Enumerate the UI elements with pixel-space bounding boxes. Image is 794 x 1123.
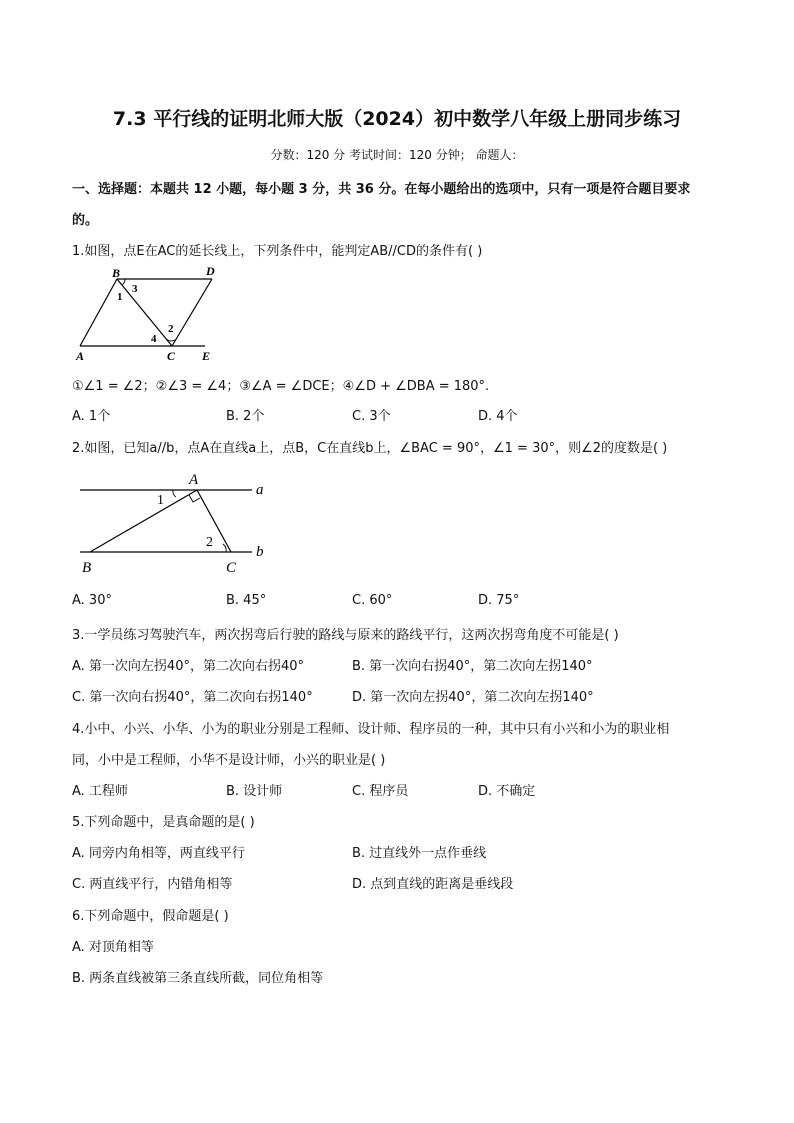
q4-option-c: C. 程序员 [352,784,409,799]
q3-stem: 3.一学员练习驾驶汽车，两次拐弯后行驶的路线与原来的路线平行，这两次拐弯角度不可能是( ) [72,628,619,643]
q1-label-D: D [206,264,215,278]
q6-option-a: A. 对顶角相等 [72,940,154,955]
q4-stem-line2: 同，小中是工程师，小华不是设计师，小兴的职业是( ) [72,753,386,768]
q5-stem: 5.下列命题中，是真命题的是( ) [72,815,255,830]
q2-label-a: a [256,482,264,498]
q4-option-a: A. 工程师 [72,784,128,799]
q1-angle-3: 3 [132,283,138,295]
q2-option-a: A. 30° [72,593,112,608]
q1-angle-1: 1 [117,291,123,303]
q2-option-b: B. 45° [226,593,267,608]
section-heading-line1: 一、选择题：本题共 12 小题，每小题 3 分，共 36 分。在每小题给出的选项中，只有一项是符合题目要求 [72,182,691,197]
q2-label-b: b [256,544,264,560]
q1-option-d: D. 4个 [478,409,518,424]
q2-stem: 2.如图，已知a//b，点A在直线a上，点B，C在直线b上，∠BAC = 90°，∠1 = 30°，则∠2的度数是( ) [72,441,668,456]
q4-option-b: B. 设计师 [226,784,283,799]
q3-option-b: B. 第一次向右拐40°，第二次向左拐140° [352,659,593,674]
q1-option-b: B. 2个 [226,409,265,424]
q1-label-A: A [76,349,85,363]
q1-label-E: E [202,349,211,363]
q1-stem: 1.如图，点E在AC的延长线上，下列条件中，能判定AB//CD的条件有( ) [72,244,483,259]
q6-stem: 6.下列命题中，假命题是( ) [72,909,229,924]
q1-angle-2: 2 [168,323,174,335]
q2-angle-2: 2 [206,535,213,550]
page-title: 7.3 平行线的证明北师大版（2024）初中数学八年级上册同步练习 [112,108,682,130]
section-heading-line2: 的。 [72,213,99,228]
exam-info: 分数：120 分 考试时间：120 分钟； 命题人： [270,148,524,162]
q3-option-a: A. 第一次向左拐40°，第二次向右拐40° [72,659,305,674]
q4-stem-line1: 4.小中、小兴、小华、小为的职业分别是工程师、设计师、程序员的一种，其中只有小兴和小为的职业相 [72,722,670,737]
q2-figure [72,466,282,578]
q1-option-c: C. 3个 [352,409,391,424]
q1-label-B: B [112,266,121,280]
q4-option-d: D. 不确定 [478,784,536,799]
q2-label-B: B [82,560,92,576]
q1-figure [72,262,232,366]
q3-option-d: D. 第一次向左拐40°，第二次向左拐140° [352,690,594,705]
q1-option-a: A. 1个 [72,409,111,424]
q3-option-c: C. 第一次向右拐40°，第二次向右拐140° [72,690,313,705]
q1-conditions: ①∠1 = ∠2；②∠3 = ∠4；③∠A = ∠DCE；④∠D + ∠DBA = 180°. [72,379,490,394]
q5-option-d: D. 点到直线的距离是垂线段 [352,877,514,892]
q6-option-b: B. 两条直线被第三条直线所截，同位角相等 [72,971,324,986]
q2-angle-1: 1 [157,493,164,508]
q5-option-a: A. 同旁内角相等，两直线平行 [72,846,245,861]
q2-label-C: C [226,560,237,576]
q2-label-A: A [189,472,199,488]
q2-option-c: C. 60° [352,593,393,608]
q5-option-b: B. 过直线外一点作垂线 [352,846,487,861]
q2-option-d: D. 75° [478,593,520,608]
q1-angle-4: 4 [151,333,157,345]
q1-label-C: C [167,349,176,363]
q5-option-c: C. 两直线平行，内错角相等 [72,877,233,892]
